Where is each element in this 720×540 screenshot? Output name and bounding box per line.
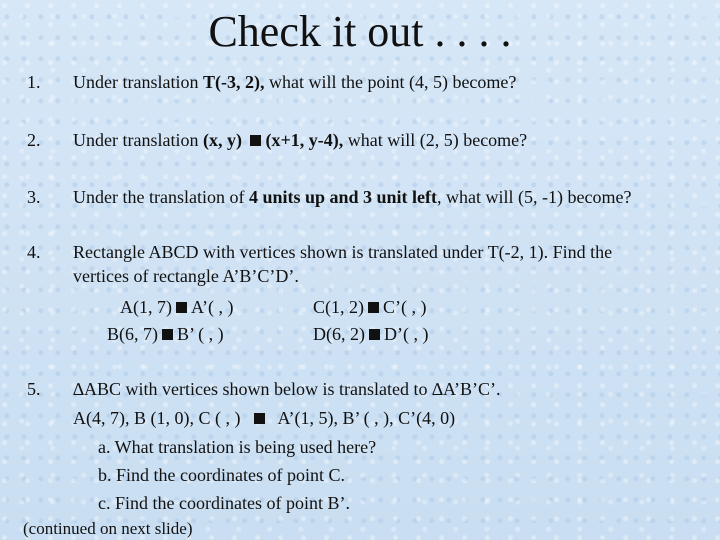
question-text-pre: Under the translation of bbox=[73, 187, 249, 207]
slide-title: Check it out . . . . bbox=[208, 7, 512, 56]
vertex-c-mapping bbox=[313, 295, 427, 319]
sub-question-c: c. Find the coordinates of point B’. bbox=[98, 493, 350, 513]
question-4-line-2: vertices of rectangle A’B’C’D’. bbox=[73, 266, 299, 286]
question-text-post: what will the point (4, 5) become? bbox=[264, 72, 517, 92]
question-text-bold-1: (x, y) bbox=[202, 130, 247, 150]
original-vertices: A(4, 7), B (1, 0), C ( , ) bbox=[73, 408, 241, 428]
question-text bbox=[73, 70, 516, 94]
question-5-line-2 bbox=[73, 406, 455, 430]
question-text-bold-2: (x+1, y-4), bbox=[265, 130, 344, 150]
question-text-line-1: Rectangle ABCD with vertices shown is translated under T(-2, 1). Find the bbox=[73, 242, 613, 262]
image-vertices: A’(1, 5), B’ ( , ), C’(4, 0) bbox=[277, 408, 456, 428]
vertex-d: D(6, 2) bbox=[313, 324, 365, 344]
arrow-square-icon bbox=[250, 135, 261, 146]
question-text-post: , what will (5, -1) become? bbox=[437, 187, 632, 207]
vertex-b-mapping bbox=[107, 322, 224, 346]
question-text-pre: Under translation bbox=[73, 130, 203, 150]
vertex-d-image: D’( , ) bbox=[384, 324, 429, 344]
question-text-bold: 4 units up and 3 unit left bbox=[248, 187, 438, 207]
question-text-line-1: ∆ABC with vertices shown below is translated to ∆A’B’C’. bbox=[73, 379, 501, 399]
question-number: 1. bbox=[27, 72, 41, 92]
arrow-square-icon bbox=[176, 302, 187, 313]
question-number: 2. bbox=[27, 130, 41, 150]
question-number: 4. bbox=[27, 242, 41, 262]
vertex-a-image: A’( , ) bbox=[191, 297, 234, 317]
question-number: 3. bbox=[27, 187, 41, 207]
vertex-a: A(1, 7) bbox=[120, 297, 172, 317]
vertex-d-mapping bbox=[313, 322, 428, 346]
question-text-pre: Under translation bbox=[73, 72, 203, 92]
arrow-square-icon bbox=[368, 302, 379, 313]
question-number: 5. bbox=[27, 379, 41, 399]
footer-note: (continued on next slide) bbox=[23, 519, 193, 538]
vertex-c-image: C’( , ) bbox=[383, 297, 427, 317]
question-text-bold: T(-3, 2), bbox=[202, 72, 265, 92]
sub-question-b: b. Find the coordinates of point C. bbox=[98, 465, 345, 485]
vertex-c: C(1, 2) bbox=[313, 297, 364, 317]
vertex-b-image: B’ ( , ) bbox=[177, 324, 224, 344]
arrow-square-icon bbox=[369, 329, 380, 340]
sub-question-a: a. What translation is being used here? bbox=[98, 437, 377, 457]
vertex-b: B(6, 7) bbox=[107, 324, 158, 344]
vertex-a-mapping bbox=[120, 295, 234, 319]
question-text-post: what will (2, 5) become? bbox=[343, 130, 528, 150]
arrow-square-icon bbox=[162, 329, 173, 340]
question-text bbox=[73, 185, 631, 209]
question-text bbox=[73, 128, 527, 152]
arrow-square-icon bbox=[254, 413, 265, 424]
